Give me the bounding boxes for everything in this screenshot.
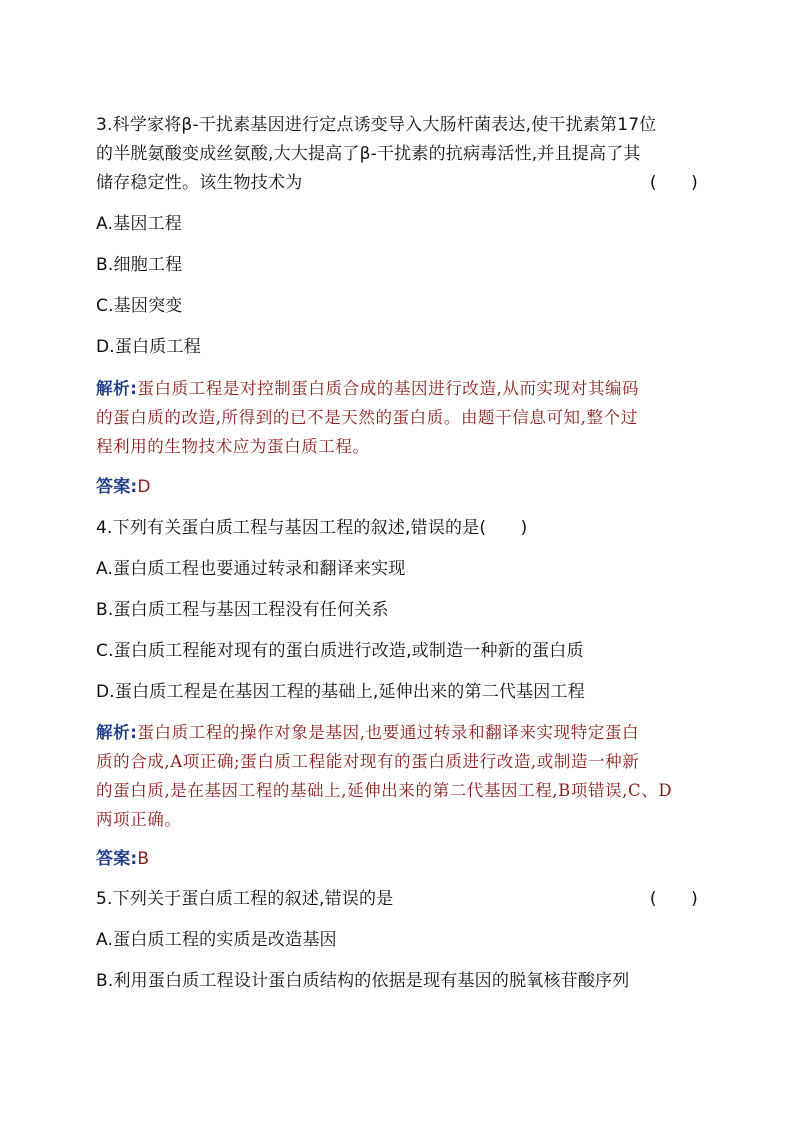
q4-option-d: D.蛋白质工程是在基因工程的基础上,延伸出来的第二代基因工程 [96, 682, 585, 702]
q3-explanation-text-1: 蛋白质工程是对控制蛋白质合成的基因进行改造,从而实现对其编码 [137, 379, 640, 398]
q3-explanation-line-1 [96, 376, 698, 402]
q4-explanation-text-1: 蛋白质工程的操作对象是基因,也要通过转录和翻译来实现特定蛋白 [137, 723, 640, 742]
q4-option-b: B.蛋白质工程与基因工程没有任何关系 [96, 600, 389, 620]
q4-stem: 4.下列有关蛋白质工程与基因工程的叙述,错误的是( ) [96, 518, 528, 538]
q3-explanation-label: 解析: [96, 379, 138, 398]
q3-stem-line-3 [96, 170, 698, 196]
q5-option-a: A.蛋白质工程的实质是改造基因 [96, 930, 337, 950]
q4-answer-value: B [137, 849, 150, 869]
q3-explanation-line-3: 程利用的生物技术应为蛋白质工程。 [96, 437, 370, 456]
q3-option-d: D.蛋白质工程 [96, 337, 201, 357]
q3-stem-line-1: 3.科学家将β-干扰素基因进行定点诱变导入大肠杆菌表达,使干扰素第17位 [96, 115, 657, 135]
q4-answer [96, 846, 698, 872]
q3-answer [96, 474, 698, 500]
q4-explanation-line-2: 质的合成,A项正确;蛋白质工程能对现有的蛋白质进行改造,或制造一种新 [96, 752, 640, 771]
q3-answer-value: D [137, 477, 151, 497]
q4-option-a: A.蛋白质工程也要通过转录和翻译来实现 [96, 559, 406, 579]
q3-option-b: B.细胞工程 [96, 255, 183, 275]
q4-explanation-line-4: 两项正确。 [96, 810, 182, 829]
q4-explanation-line-3: 的蛋白质,是在基因工程的基础上,延伸出来的第二代基因工程,B项错误,C、D [96, 781, 673, 800]
q4-option-c: C.蛋白质工程能对现有的蛋白质进行改造,或制造一种新的蛋白质 [96, 641, 584, 661]
q3-explanation-line-2: 的蛋白质的改造,所得到的已不是天然的蛋白质。由题干信息可知,整个过 [96, 408, 638, 427]
q4-explanation-line-1 [96, 720, 698, 746]
q3-option-a: A.基因工程 [96, 214, 182, 234]
q3-option-c: C.基因突变 [96, 296, 183, 316]
q3-answer-paren: ( ) [649, 173, 698, 193]
q5-answer-paren: ( ) [649, 889, 698, 909]
q3-stem-line-2: 的半胱氨酸变成丝氨酸,大大提高了β-干扰素的抗病毒活性,并且提高了其 [96, 144, 641, 164]
q5-stem-text: 5.下列关于蛋白质工程的叙述,错误的是 [96, 889, 394, 909]
q3-stem-text: 储存稳定性。该生物技术为 [96, 173, 303, 193]
q4-explanation-label: 解析: [96, 723, 138, 742]
q5-option-b: B.利用蛋白质工程设计蛋白质结构的依据是现有基因的脱氧核苷酸序列 [96, 971, 630, 991]
q4-answer-label: 答案: [96, 849, 138, 869]
q3-answer-label: 答案: [96, 477, 138, 497]
q5-stem-line [96, 886, 698, 912]
